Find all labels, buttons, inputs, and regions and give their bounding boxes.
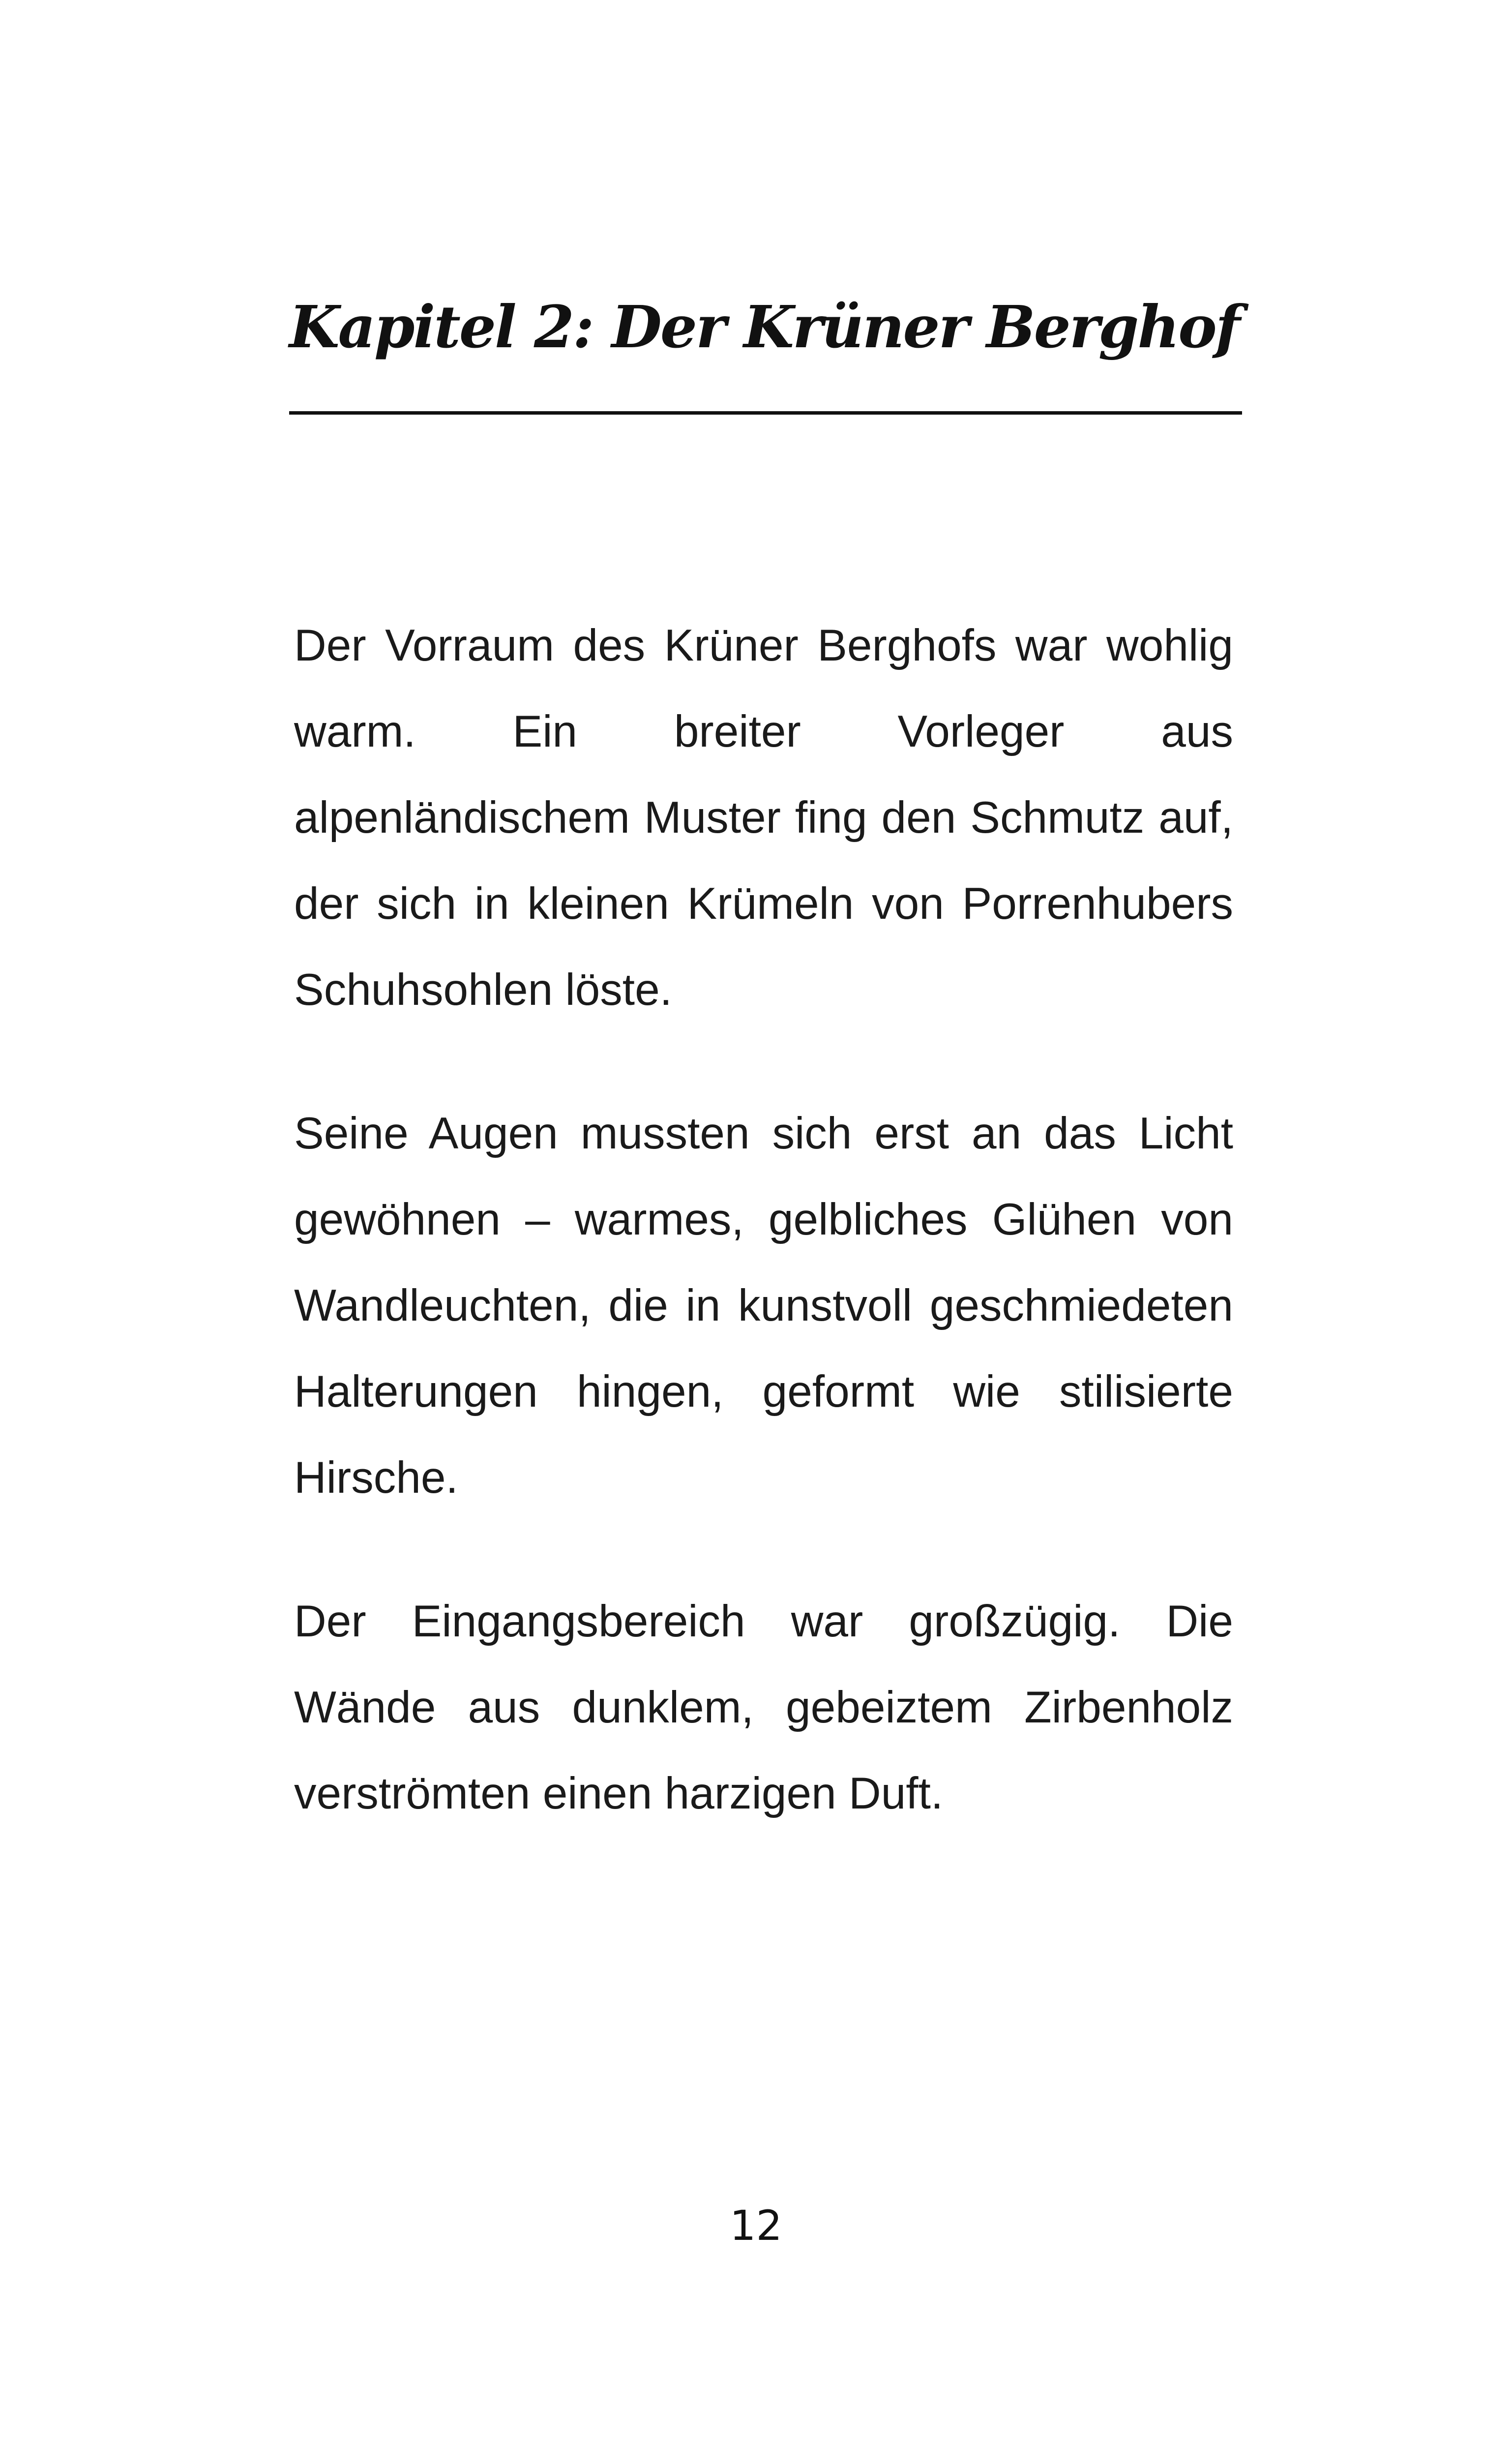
chapter-body xyxy=(294,603,1233,1894)
paragraph: Der Vorraum des Krüner Berghofs war wohlig warm. Ein breiter Vorleger aus alpenländischem Muster fing den Schmutz auf, der sich in kleinen Krümeln von Porrenhubers Schuhsohlen löste. xyxy=(294,621,1233,1015)
chapter-title: Kapitel 2: Der Krüner Berghof xyxy=(289,293,1239,361)
paragraph: Seine Augen mussten sich erst an das Licht gewöhnen – warmes, gelbliches Glühen von Wandleuchten, die in kunstvoll geschmiedeten Halterungen hingen, geformt wie stilisierte Hirsche. xyxy=(294,1109,1233,1503)
title-divider xyxy=(289,411,1242,415)
paragraph: Der Eingangsbereich war großzügig. Die Wände aus dunklem, gebeiztem Zirbenholz verströmten einen harzigen Duft. xyxy=(294,1597,1233,1818)
page-number: 12 xyxy=(730,2202,782,2250)
